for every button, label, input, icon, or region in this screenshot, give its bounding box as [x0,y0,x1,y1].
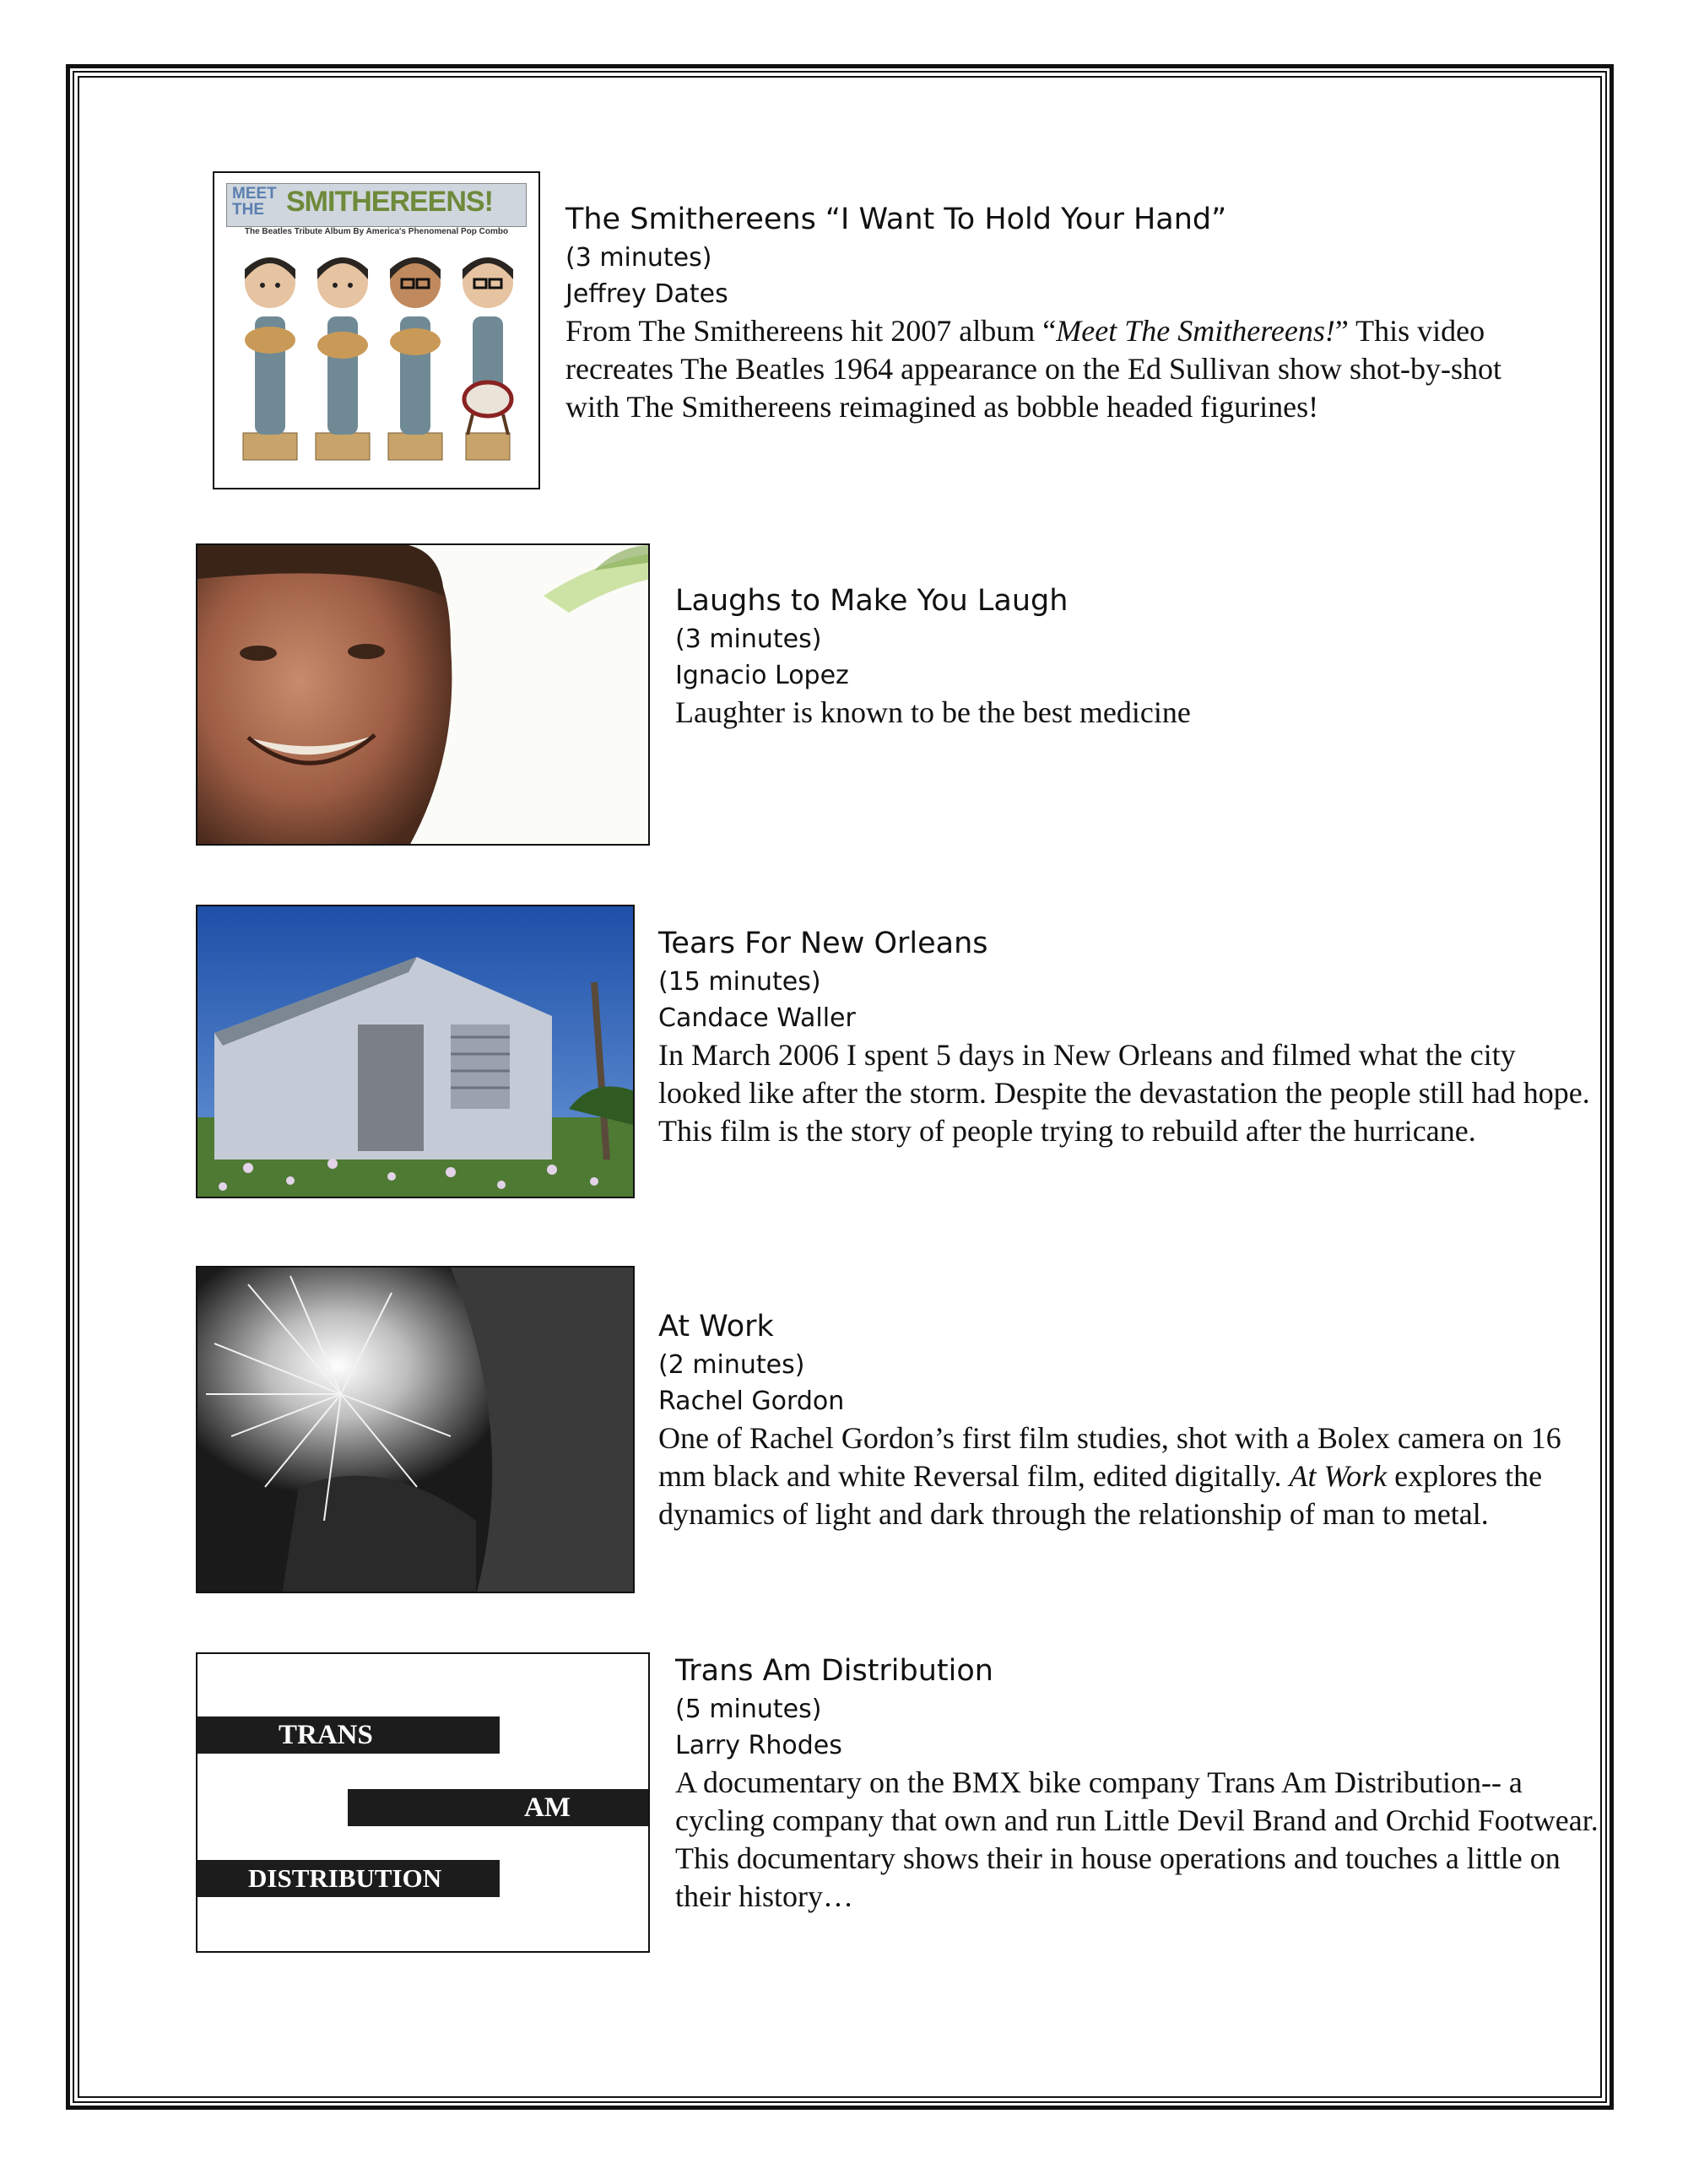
film-description: In March 2006 I spent 5 days in New Orleans and filmed what the city looked like after the storm. Despite the devastation the people still had hope. This film is the story of people trying to rebuild after the hurricane. [658,1038,1590,1148]
description-text: From The Smithereens hit 2007 album “ [565,314,1057,348]
film-title: Trans Am Distribution [675,1654,993,1688]
film-entry-laughs [675,581,1612,732]
new-orleans-house-photo [196,905,635,1198]
film-director: Jeffrey Dates [565,279,728,309]
film-entry-trans-am [675,1651,1612,1916]
welding-photo-image [197,1268,635,1593]
film-title: The Smithereens “I Want To Hold Your Hand” [565,203,1227,236]
album-banner [226,183,527,227]
trans-am-logo [196,1652,650,1953]
film-duration: (2 minutes) [658,1350,805,1380]
welding-sparks-still [196,1266,635,1593]
description-text: One of Rachel Gordon’s first film studies, shot with a Bolex camera on 16 mm black and white Reversal film, edited digitally. [658,1421,1561,1493]
film-duration: (15 minutes) [658,967,821,997]
logo-word-trans: TRANS [197,1716,500,1754]
film-description [658,1419,1595,1533]
film-title: At Work [658,1310,774,1343]
film-duration: (5 minutes) [675,1695,822,1724]
logo-word-am: AM [348,1789,650,1826]
film-duration: (3 minutes) [565,243,712,273]
logo-word-distribution: DISTRIBUTION [197,1860,500,1897]
album-subtitle: The Beatles Tribute Album By America's Phenomenal Pop Combo [244,227,509,236]
film-title: Laughs to Make You Laugh [675,584,1069,618]
film-director: Candace Waller [658,1003,856,1033]
house-photo-image [197,906,635,1198]
smithereens-album-cover [213,171,540,489]
film-title: Tears For New Orleans [658,927,988,960]
film-duration: (3 minutes) [675,624,822,654]
face-photo-image [197,545,650,846]
film-director: Ignacio Lopez [675,661,849,690]
film-entry-at-work [658,1306,1595,1533]
film-title-italic: At Work [1289,1459,1388,1493]
film-entry-new-orleans [658,923,1595,1150]
film-entry-smithereens [565,199,1502,426]
bobblehead-figurines-image [214,239,540,489]
film-description: A documentary on the BMX bike company Trans Am Distribution-- a cycling company that own and run Little Devil Brand and Orchid Footwear. This documentary shows their in house operations and touches a little on their history… [675,1765,1599,1913]
description-text: explores the dynamics of light and dark through the relationship of man to metal. [658,1459,1543,1531]
album-band-name: SMITHEREENS! [286,186,493,218]
film-description [565,312,1502,426]
laughing-face-still [196,543,650,846]
film-director: Larry Rhodes [675,1731,842,1760]
album-meet-the: MEET THE [232,185,277,219]
album-title-italic: Meet The Smithereens! [1056,314,1335,348]
film-director: Rachel Gordon [658,1387,845,1416]
description-text: ” This video recreates The Beatles 1964 appearance on the Ed Sullivan show shot-by-shot with The Smithereens reimagined as bobble headed figurines! [565,314,1502,424]
film-description: Laughter is known to be the best medicine [675,695,1191,729]
